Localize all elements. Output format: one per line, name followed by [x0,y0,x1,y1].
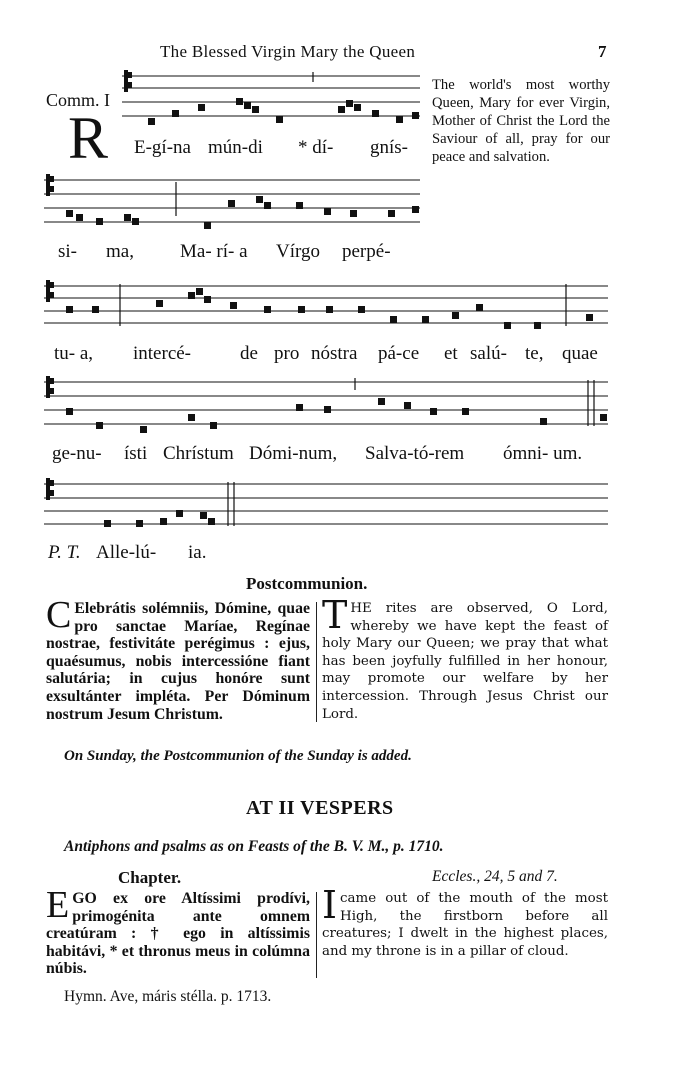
column-divider [316,602,317,722]
drop-cap: C [46,594,72,636]
communion-label: Comm. I [46,90,111,110]
chapter-heading: Chapter. [118,868,182,887]
lyric-syllable: pro [274,343,300,364]
lyric-syllable: si- [58,241,77,262]
lyric-syllable: perpé- [342,241,391,262]
lyric-syllable: gnís- [370,137,408,158]
lyric-syllable: ísti [124,443,148,464]
chapter-latin: EGO ex ore Altíssimi prodívi, primogénita ante omnem creatúram : † ego in altíssimis habitávi, * et thronus meus in colúmna núbis. [46,884,310,978]
lyric-syllable: Ma- rí- a [180,241,248,262]
lyric-syllable: nóstra [311,343,358,364]
sunday-note: On Sunday, the Postcommunion of the Sunday is added. [64,748,412,764]
lyric-syllable: Chrístum [163,443,234,464]
postcommunion-heading: Postcommunion. [246,574,368,593]
antiphons-note: Antiphons and psalms as on Feasts of the B. V. M., p. 1710. [64,838,444,855]
column-divider [316,892,317,978]
lyric-syllable: mún-di [208,137,263,158]
page-number: 7 [598,42,607,61]
lyric-syllable: te, [525,343,544,364]
lyric-syllable: quae [562,343,598,364]
lyric-syllable: Vírgo [276,241,320,262]
drop-cap: E [46,884,70,926]
communion-translation: The world's most worthy Queen, Mary for ever Virgin, Mother of Christ the Lord the Saviour of all, pray for our peace and salvation. [432,77,610,165]
lyric-syllable: de [240,343,258,364]
lyric-syllable: Dómi-num, [249,443,338,464]
running-head: The Blessed Virgin Mary the Queen [160,42,416,61]
postcommunion-english: THE rites are observed, O Lord, whereby we have kept the feast of holy Mary our Queen; we pray that what has been joyfully fulfilled in her honour, may promote our welfare by her intercession. Through Jesus Christ our Lord. [322,593,608,722]
lyric-syllable: tu- a, [54,343,94,364]
lyric-syllable: * dí- [298,137,334,158]
lyric-syllable: ómni- um. [503,443,583,464]
lyric-syllable: intercé- [133,343,192,364]
chapter-english: Icame out of the mouth of the most High, the firstborn before all creatures; I dwelt in the highest places, and my throne is in a pillar of cloud. [322,883,608,959]
drop-cap: T [322,593,348,637]
chant-clefs [46,70,132,500]
hymn-line: Hymn. Ave, máris stélla. p. 1713. [64,988,272,1005]
lyric-syllable: ma, [106,241,134,262]
lyric-syllable: ge-nu- [52,443,102,464]
lyric-syllable: E-gí-na [134,137,191,158]
postcommunion-latin: C Elebrátis solémniis, Dómine, quae pro sanctae Maríae, Regínae nostrae, festivitáte perégimus : ejus, quaésumus, nobis intercessióne fiant salutária; in cujus honóre sunt exsultánter impléta. Per Dóminum nostrum Jesum Christum. [46,594,310,723]
communion-initial: R [68,105,109,171]
vespers-heading: AT II VESPERS [246,797,394,819]
drop-cap: I [322,883,338,927]
lyric-syllable: Alle-lú- [96,542,157,563]
chapter-reference: Eccles., 24, 5 and 7. [432,868,558,885]
lyric-syllable: ia. [188,542,207,563]
lyric-syllable: et [444,343,458,364]
paschal-time-label: P. T. [48,542,81,563]
lyric-syllable: pá-ce [378,343,420,364]
lyric-syllable: salú- [470,343,507,364]
lyric-syllable: Salva-tó-rem [365,443,465,464]
